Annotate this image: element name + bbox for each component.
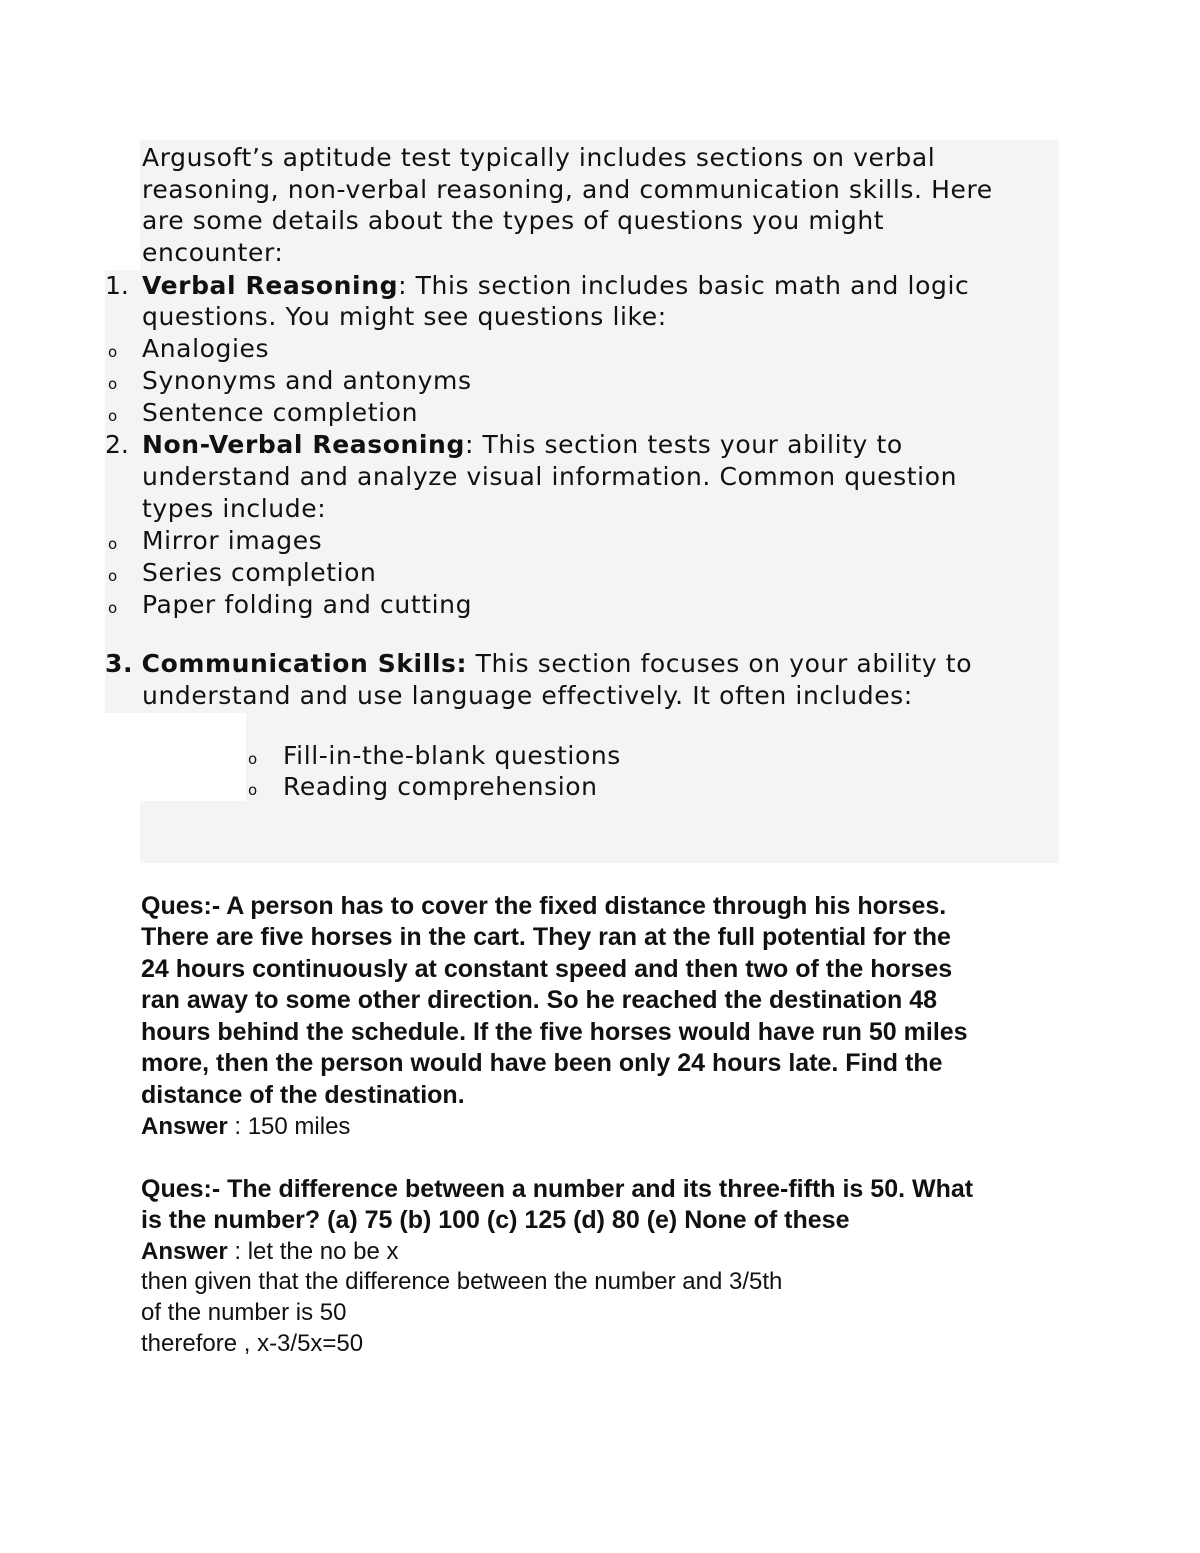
section-heading-line [142,429,903,461]
section-text: This section focuses on your ability to [467,649,973,678]
intro-line: are some details about the types of questions you might [142,206,885,235]
bullet-icon: o [248,781,258,799]
bullet-icon: o [108,567,118,585]
question-line: ran away to some other direction. So he reached the destination 48 [141,986,938,1014]
question-line: hours behind the schedule. If the five horses would have run 50 miles [141,1018,968,1046]
question-line: Ques:- The difference between a number and its three-fifth is 50. What [141,1175,974,1203]
answer-text: : let the no be x [227,1238,399,1265]
section-text-line: understand and analyze visual information. Common question [142,462,958,491]
section-title: Communication Skills: [141,649,468,678]
answer-label: Answer [141,1238,228,1265]
section-title: Verbal Reasoning [142,271,399,300]
section-heading-line [105,648,972,680]
intro-line: Argusoft’s aptitude test typically includes sections on verbal [142,143,936,172]
question-line: more, then the person would have been only 24 hours late. Find the [141,1049,943,1077]
section-text: : This section tests your ability to [464,430,903,459]
bullet-icon: o [108,535,118,553]
bullet-icon: o [108,343,118,361]
intro-line: reasoning, non-verbal reasoning, and communication skills. Here [142,175,993,204]
list-item: Analogies [142,334,270,363]
bullet-icon: o [108,407,118,425]
list-item: Series completion [142,558,377,587]
section-number: 1. [105,271,129,300]
answer-label: Answer [141,1113,228,1140]
question-line: distance of the destination. [141,1081,465,1109]
intro-line: encounter: [142,238,284,267]
section-number: 3. [105,649,134,678]
section-text-line: understand and use language effectively. It often includes: [142,681,913,710]
answer-line [141,1111,350,1142]
list-item: Fill-in-the-blank questions [283,741,621,770]
list-item: Paper folding and cutting [142,590,473,619]
list-item: Mirror images [142,526,323,555]
answer-text: : 150 miles [227,1113,351,1140]
section-title: Non-Verbal Reasoning [142,430,465,459]
bullet-icon: o [108,599,118,617]
question-line: 24 hours continuously at constant speed and then two of the horses [141,955,953,983]
bullet-icon: o [248,750,258,768]
answer-line [141,1236,398,1267]
section-text-line: questions. You might see questions like: [142,302,667,331]
answer-line: of the number is 50 [141,1299,347,1326]
list-item: Reading comprehension [283,772,598,801]
list-item: Sentence completion [142,398,419,427]
question-line: is the number? (a) 75 (b) 100 (c) 125 (d) 80 (e) None of these [141,1206,850,1234]
answer-line: then given that the difference between the number and 3/5th [141,1268,783,1295]
question-line: There are five horses in the cart. They ran at the full potential for the [141,923,951,951]
list-item: Synonyms and antonyms [142,366,472,395]
section-heading-line [142,270,969,302]
bullet-icon: o [108,375,118,393]
section-text: : This section includes basic math and logic [398,271,970,300]
question-line: Ques:- A person has to cover the fixed distance through his horses. [141,892,947,920]
answer-line: therefore , x-3/5x=50 [141,1330,364,1357]
section-text-line: types include: [142,494,327,523]
section-number: 2. [105,430,129,459]
shaded-block [140,801,1059,863]
